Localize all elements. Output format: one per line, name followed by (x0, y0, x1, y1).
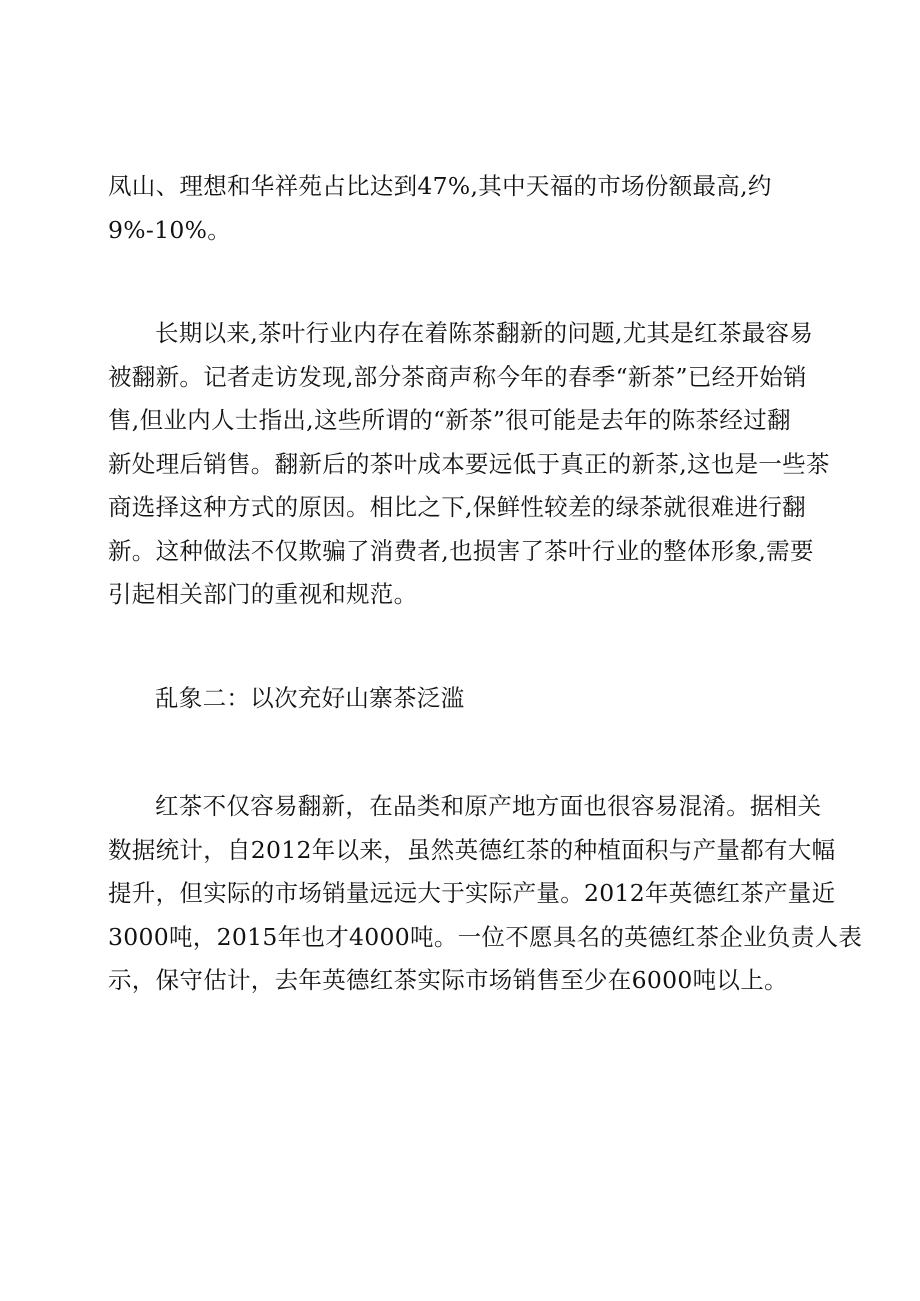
section-heading (108, 677, 820, 721)
text-line: 提升，但实际的市场销量远远大于实际产量。2012年英德红茶产量近 (108, 879, 836, 907)
text-line: 引起相关部门的重视和规范。 (108, 580, 418, 608)
text-line: 商选择这种方式的原因。相比之下,保鲜性较差的绿茶就很难进行翻 (108, 493, 806, 521)
text-line: 长期以来,茶叶行业内存在着陈茶翻新的问题,尤其是红茶最容易 (155, 319, 814, 347)
text-line: 售,但业内人士指出,这些所谓的“新茶”很可能是去年的陈茶经过翻 (108, 406, 791, 434)
text-line: 3000吨，2015年也才4000吨。一位不愿具名的英德红茶企业负责人表 (108, 922, 863, 951)
text-line: 数据统计，自2012年以来，虽然英德红茶的种植面积与产量都有大幅 (108, 835, 836, 864)
paragraph-yingde-black-tea (108, 785, 863, 1003)
paragraph-market-share (108, 165, 820, 252)
text-line: 新。这种做法不仅欺骗了消费者,也损害了茶叶行业的整体形象,需要 (108, 536, 814, 565)
text-line: 9%-10%。 (108, 215, 232, 244)
text-line: 示，保守估计，去年英德红茶实际市场销售至少在6000吨以上。 (108, 966, 788, 994)
text-line: 新处理后销售。翻新后的茶叶成本要远低于真正的新茶,这也是一些茶 (108, 449, 830, 478)
section-heading-text: 乱象二：以次充好山寨茶泛滥 (155, 684, 465, 712)
text-line: 红茶不仅容易翻新，在品类和原产地方面也很容易混淆。据相关 (155, 792, 822, 820)
text-line: 凤山、理想和华祥苑占比达到47%,其中天福的市场份额最高,约 (108, 172, 772, 200)
paragraph-tea-refurbishing (108, 312, 830, 617)
text-line: 被翻新。记者走访发现,部分茶商声称今年的春季“新茶”已经开始销 (108, 362, 807, 391)
